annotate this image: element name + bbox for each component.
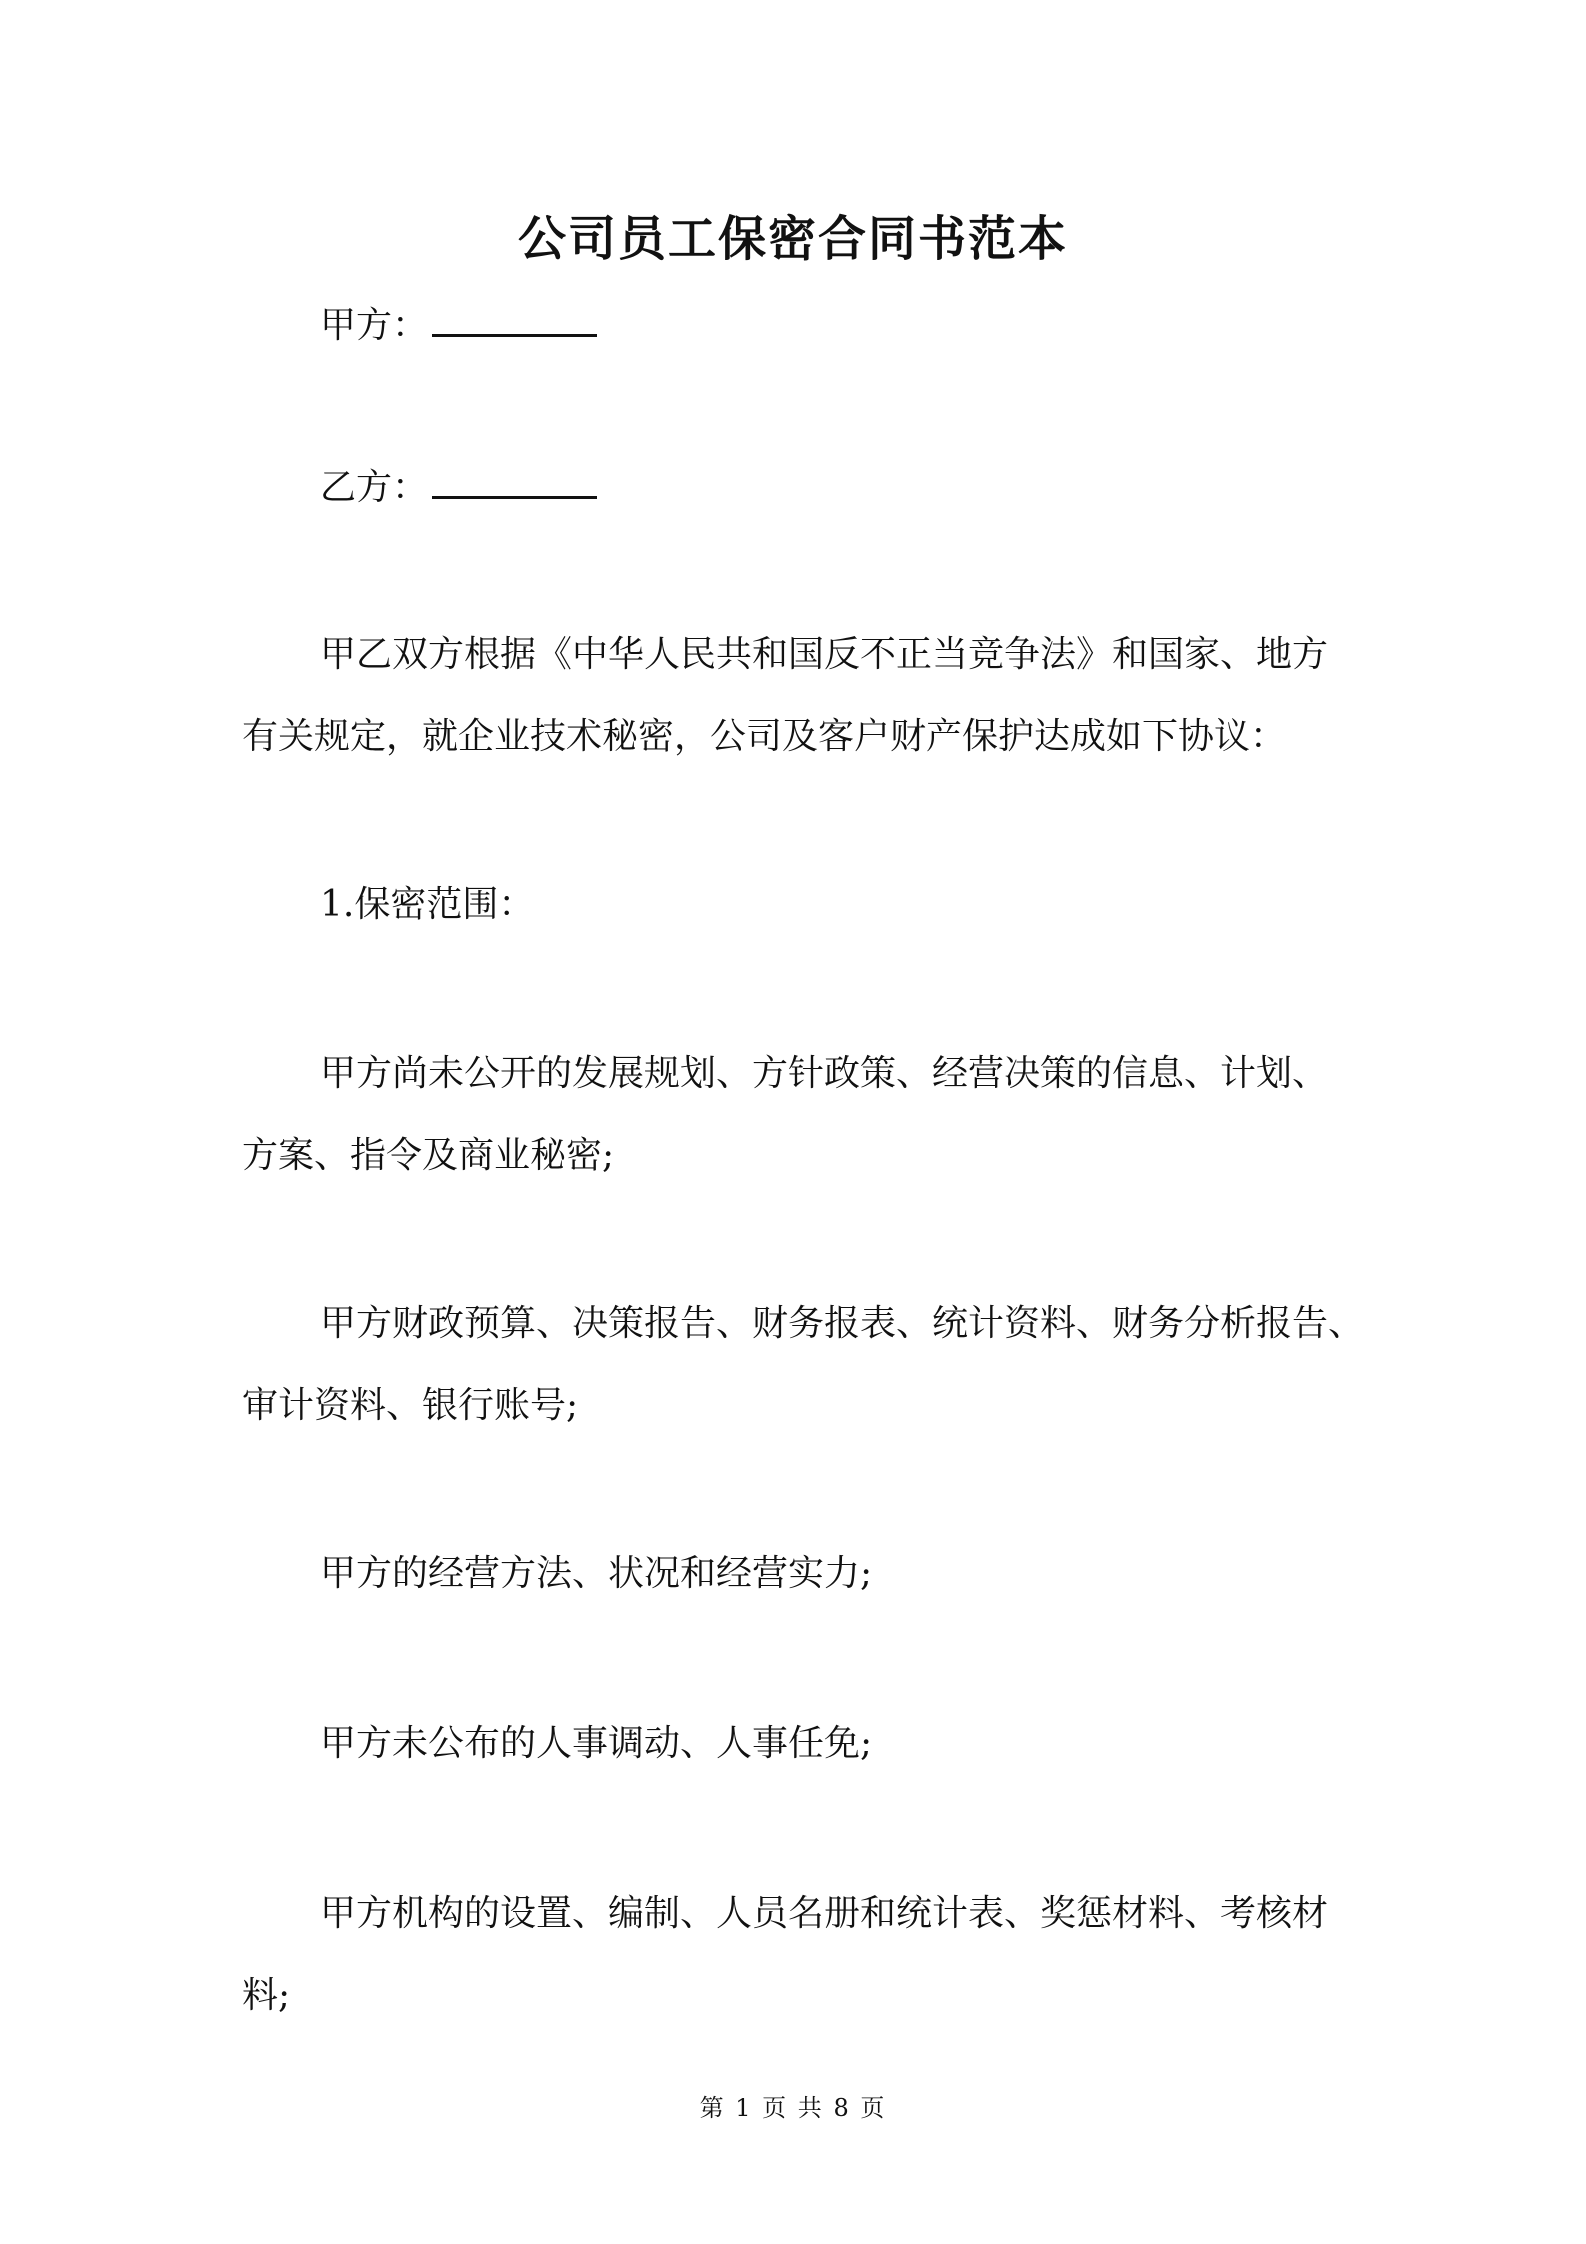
list-item [242, 1533, 1362, 1615]
intro-line-1: 甲乙双方根据《中华人民共和国反不正当竞争法》和国家、地方 [320, 634, 1329, 675]
list-item-line-2: 方案、指令及商业秘密; [242, 1135, 615, 1176]
list-item [242, 1283, 1365, 1447]
intro-line-2: 有关规定，就企业技术秘密，公司及客户财产保护达成如下协议： [242, 716, 1287, 757]
list-item-line-1: 甲方机构的设置、编制、人员名册和统计表、奖惩材料、考核材 [320, 1893, 1329, 1934]
party-a-line [320, 298, 597, 348]
document-title: 公司员工保密合同书范本 [517, 211, 1068, 267]
list-item-line-1: 甲方尚未公开的发展规划、方针政策、经营决策的信息、计划、 [320, 1053, 1329, 1094]
list-item [242, 1033, 1362, 1197]
party-b-label: 乙方： [320, 467, 429, 508]
section-1-heading: 1.保密范围： [320, 884, 535, 925]
party-b-line [320, 460, 597, 510]
list-item-line-1: 甲方的经营方法、状况和经营实力; [320, 1553, 873, 1594]
page-number-footer: 第 1 页 共 8 页 [699, 2094, 887, 2122]
list-item [242, 1873, 1362, 2037]
list-item-line-1: 甲方未公布的人事调动、人事任免; [320, 1723, 873, 1764]
party-b-blank [432, 460, 597, 499]
party-a-blank [432, 298, 597, 337]
list-item-line-1: 甲方财政预算、决策报告、财务报表、统计资料、财务分析报告、 [320, 1303, 1365, 1344]
list-item-line-2: 审计资料、银行账号; [242, 1385, 579, 1426]
party-a-label: 甲方： [320, 305, 429, 346]
intro-paragraph [242, 614, 1362, 778]
list-item-line-2: 料; [242, 1975, 291, 2016]
list-item [242, 1703, 1362, 1785]
